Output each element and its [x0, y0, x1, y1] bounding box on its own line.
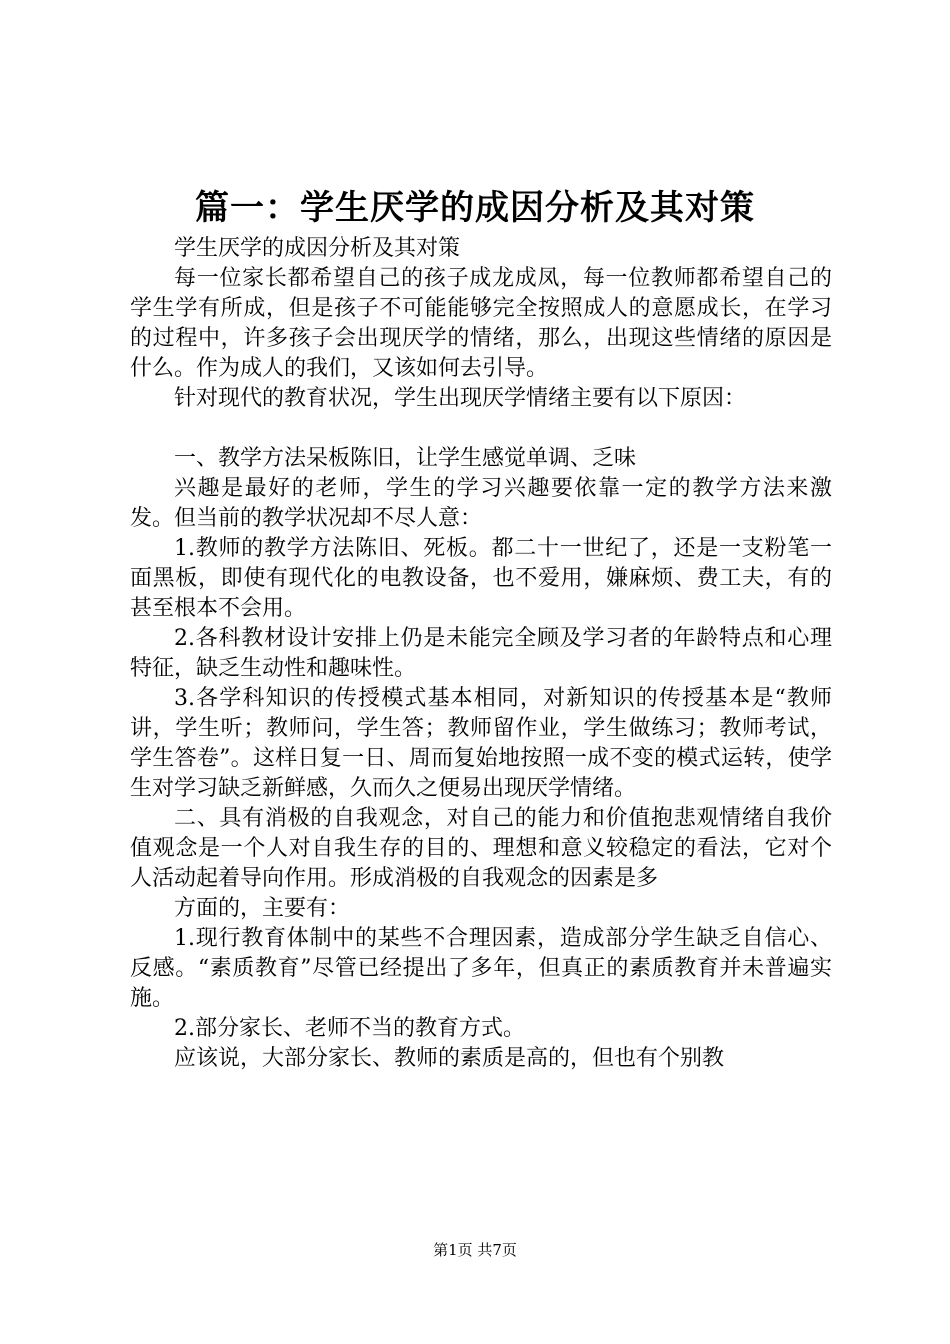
paragraph-factors: 方面的，主要有：: [174, 896, 351, 921]
section-heading-1: 一、教学方法呆板陈旧，让学生感觉单调、乏味: [174, 446, 637, 471]
list-item-1-2: 2.各科教材设计安排上仍是未能完全顾及学习者的年龄特点和心理特征，缺乏生动性和趣味性。: [130, 626, 832, 681]
paragraph-interest: 兴趣是最好的老师，学生的学习兴趣要依靠一定的教学方法来激发。但当前的教学状况却不尽人意：: [130, 476, 832, 531]
list-item-1-3: 3.各学科知识的传授模式基本相同，对新知识的传授基本是“教师讲，学生听；教师问，学生答；教师留作业，学生做练习；教师考试，学生答卷”。这样日复一日、周而复始地按照一成不变的模式运转，使学生对学习缺乏新鲜感，久而久之便易出现厌学情绪。: [130, 686, 832, 801]
paragraph-reasons-lead: 针对现代的教育状况，学生出现厌学情绪主要有以下原因：: [174, 386, 747, 411]
list-item-2-2: 2.部分家长、老师不当的教育方式。: [174, 1016, 525, 1041]
document-title: 篇一：学生厌学的成因分析及其对策: [195, 188, 755, 228]
document-body: [130, 234, 832, 1074]
page-footer: 第1页 共7页: [433, 1241, 517, 1259]
blank-line: [130, 414, 832, 444]
paragraph-intro: 每一位家长都希望自己的孩子成龙成凤，每一位教师都希望自己的学生学有所成，但是孩子不可能能够完全按照成人的意愿成长，在学习的过程中，许多孩子会出现厌学的情绪，那么，出现这些情绪的原因是什么。作为成人的我们，又该如何去引导。: [130, 266, 832, 381]
section-heading-2: 二、具有消极的自我观念，对自己的能力和价值抱悲观情绪自我价值观念是一个人对自我生存的目的、理想和意义较稳定的看法，它对个人活动起着导向作用。形成消极的自我观念的因素是多: [130, 806, 832, 891]
paragraph-continuation: 应该说，大部分家长、教师的素质是高的，但也有个别教: [174, 1046, 725, 1071]
paragraph-subtitle: 学生厌学的成因分析及其对策: [174, 236, 461, 261]
list-item-1-1: 1.教师的教学方法陈旧、死板。都二十一世纪了，还是一支粉笔一面黑板，即使有现代化的电教设备，也不爱用，嫌麻烦、费工夫，有的甚至根本不会用。: [130, 536, 832, 621]
list-item-2-1: 1.现行教育体制中的某些不合理因素，造成部分学生缺乏自信心、反感。“素质教育”尽管已经提出了多年，但真正的素质教育并未普遍实施。: [130, 926, 832, 1011]
